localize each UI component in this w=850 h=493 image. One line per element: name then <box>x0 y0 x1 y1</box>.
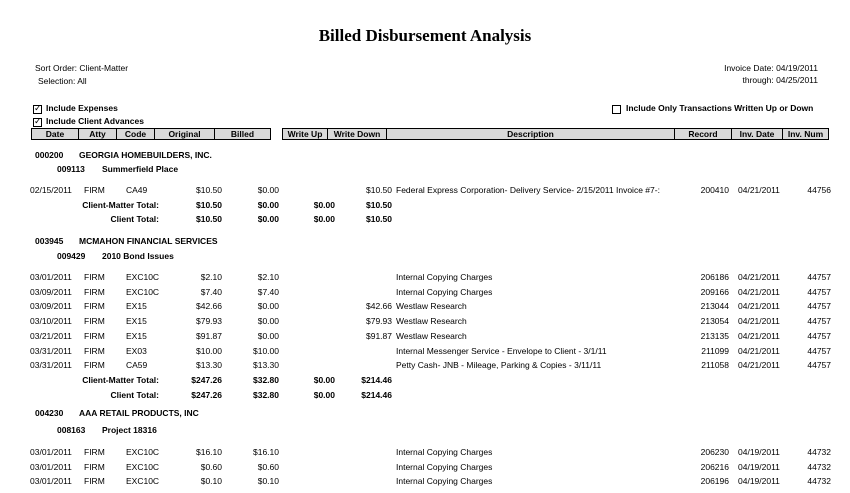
client-id: 003945 <box>35 236 64 246</box>
col-billed-header: Billed <box>214 128 271 140</box>
row-atty: FIRM <box>84 185 105 195</box>
row-billed: $16.10 <box>253 447 279 457</box>
row-code: EXC10C <box>126 476 160 487</box>
client-total-label: Client Total: <box>110 389 159 400</box>
row-date: 02/15/2011 <box>30 185 72 195</box>
row-record: 209166 <box>700 286 729 297</box>
row-record: 211099 <box>701 345 729 356</box>
row-inv-date: 04/21/2011 <box>738 272 780 282</box>
selection-label: Selection: <box>38 76 76 86</box>
row-original: $79.93 <box>196 316 222 327</box>
row-inv-date: 04/19/2011 <box>738 476 780 487</box>
row-atty: FIRM <box>84 447 105 457</box>
row-date: 03/01/2011 <box>30 461 72 472</box>
row-description: Internal Messenger Service - Envelope to Client - 3/1/11 <box>396 345 607 356</box>
row-code: EXC10C <box>126 286 160 297</box>
matter-id: 008163 <box>57 425 86 435</box>
row-original: $2.10 <box>200 272 222 282</box>
col-description-header: Description <box>386 128 675 140</box>
client-total-write-down: $214.46 <box>361 389 392 400</box>
row-atty: FIRM <box>84 301 105 312</box>
row-original: $16.10 <box>196 447 222 457</box>
row-code: CA59 <box>126 360 148 371</box>
col-write-down-header: Write Down <box>327 128 387 140</box>
row-record: 213044 <box>700 301 729 312</box>
selection-value: All <box>77 76 87 86</box>
client-total-billed: $32.80 <box>253 389 279 400</box>
row-date: 03/09/2011 <box>30 286 72 297</box>
row-billed: $0.00 <box>257 185 279 195</box>
matter-total-label: Client-Matter Total: <box>82 374 159 385</box>
row-inv-num: 44757 <box>807 301 831 312</box>
row-record: 206216 <box>700 461 729 472</box>
row-billed: $0.00 <box>257 330 279 341</box>
row-code: EX03 <box>126 345 147 356</box>
row-description: Westlaw Research <box>396 330 467 341</box>
client-total-write-up: $0.00 <box>313 389 335 400</box>
matter-total-write-up: $0.00 <box>313 374 335 385</box>
row-billed: $10.00 <box>253 345 279 356</box>
matter-total-billed: $0.00 <box>257 199 279 210</box>
row-date: 03/01/2011 <box>30 476 72 487</box>
row-code: EXC10C <box>126 461 160 472</box>
row-billed: $13.30 <box>253 360 279 371</box>
row-description: Internal Copying Charges <box>396 272 493 282</box>
client-total-original: $10.50 <box>196 214 222 225</box>
row-date: 03/01/2011 <box>30 272 72 282</box>
row-code: CA49 <box>126 185 148 195</box>
matter-name: 2010 Bond Issues <box>102 251 174 261</box>
row-code: EXC10C <box>126 272 160 282</box>
report-title: Billed Disbursement Analysis <box>318 26 532 45</box>
row-inv-num: 44757 <box>807 360 831 371</box>
sort-order <box>35 63 128 73</box>
col-atty-header: Atty <box>78 128 117 140</box>
row-record: 213054 <box>700 316 729 327</box>
row-description: Internal Copying Charges <box>396 476 493 487</box>
row-record: 213135 <box>700 330 729 341</box>
row-inv-num: 44732 <box>807 476 831 487</box>
row-code: EX15 <box>126 330 147 341</box>
row-original: $0.60 <box>200 461 222 472</box>
row-code: EXC10C <box>126 447 160 457</box>
row-write-down: $42.66 <box>366 301 392 312</box>
col-date-header: Date <box>31 128 79 140</box>
row-original: $10.00 <box>196 345 222 356</box>
col-inv-date-header: Inv. Date <box>731 128 783 140</box>
matter-total-write-up: $0.00 <box>313 199 335 210</box>
client-total-write-down: $10.50 <box>366 214 392 225</box>
row-inv-num: 44756 <box>807 185 831 195</box>
row-description: Internal Copying Charges <box>396 461 493 472</box>
row-atty: FIRM <box>84 330 105 341</box>
include-expenses-label: Include Expenses <box>46 103 118 113</box>
matter-total-write-down: $10.50 <box>366 199 392 210</box>
row-atty: FIRM <box>84 286 105 297</box>
row-inv-date: 04/21/2011 <box>738 316 780 327</box>
client-total-original: $247.26 <box>191 389 222 400</box>
client-total-billed: $0.00 <box>257 214 279 225</box>
row-original: $0.10 <box>200 476 222 487</box>
check-icon: ✓ <box>34 116 42 126</box>
row-inv-date: 04/21/2011 <box>738 360 780 371</box>
col-code-header: Code <box>116 128 155 140</box>
row-date: 03/01/2011 <box>30 447 72 457</box>
client-total-write-up: $0.00 <box>313 214 335 225</box>
sort-order-label: Sort Order: <box>35 63 78 73</box>
row-atty: FIRM <box>84 272 105 282</box>
client-id: 000200 <box>35 150 64 160</box>
through-value: 04/25/2011 <box>776 75 818 85</box>
row-date: 03/10/2011 <box>30 316 72 327</box>
row-original: $13.30 <box>196 360 222 371</box>
row-date: 03/21/2011 <box>30 330 72 341</box>
row-atty: FIRM <box>84 461 105 472</box>
row-billed: $0.00 <box>257 301 279 312</box>
row-inv-num: 44757 <box>807 345 831 356</box>
matter-total-write-down: $214.46 <box>361 374 392 385</box>
matter-total-label: Client-Matter Total: <box>82 199 159 210</box>
matter-id: 009429 <box>57 251 86 261</box>
row-inv-num: 44732 <box>807 447 831 457</box>
row-date: 03/09/2011 <box>30 301 72 312</box>
client-name: AAA RETAIL PRODUCTS, INC <box>79 408 199 418</box>
row-atty: FIRM <box>84 316 105 327</box>
row-description: Internal Copying Charges <box>396 286 493 297</box>
invoice-date <box>724 63 818 73</box>
row-inv-date: 04/21/2011 <box>738 345 780 356</box>
sort-order-value: Client-Matter <box>79 63 129 73</box>
selection <box>38 76 87 86</box>
row-billed: $0.00 <box>257 316 279 327</box>
client-id: 004230 <box>35 408 64 418</box>
col-write-up-header: Write Up <box>282 128 328 140</box>
matter-total-original: $247.26 <box>191 374 222 385</box>
row-billed: $2.10 <box>257 272 279 282</box>
row-inv-date: 04/19/2011 <box>738 461 780 472</box>
row-description: Federal Express Corporation- Delivery Service- 2/15/2011 Invoice #7-: <box>396 185 660 195</box>
col-inv-num-header: Inv. Num <box>782 128 829 140</box>
matter-total-billed: $32.80 <box>253 374 279 385</box>
row-description: Westlaw Research <box>396 316 467 327</box>
row-write-down: $91.87 <box>366 330 392 341</box>
row-write-down: $10.50 <box>366 185 392 195</box>
row-billed: $0.60 <box>257 461 279 472</box>
matter-total-original: $10.50 <box>196 199 222 210</box>
row-inv-date: 04/21/2011 <box>738 330 780 341</box>
row-record: 211058 <box>701 360 729 371</box>
row-inv-date: 04/21/2011 <box>738 301 780 312</box>
client-name: MCMAHON FINANCIAL SERVICES <box>79 236 218 246</box>
row-original: $42.66 <box>196 301 222 312</box>
matter-name: Summerfield Place <box>102 164 179 174</box>
include-only-written-checkbox[interactable] <box>612 105 621 114</box>
row-atty: FIRM <box>84 345 105 356</box>
row-description: Petty Cash- JNB - Mileage, Parking & Copies - 3/11/11 <box>396 360 602 371</box>
row-inv-num: 44757 <box>807 272 831 282</box>
row-inv-num: 44757 <box>807 316 831 327</box>
col-record-header: Record <box>674 128 732 140</box>
invoice-date-value: 04/19/2011 <box>776 63 818 73</box>
row-inv-date: 04/19/2011 <box>738 447 780 457</box>
row-code: EX15 <box>126 316 147 327</box>
row-date: 03/31/2011 <box>30 360 72 371</box>
row-inv-num: 44757 <box>807 330 831 341</box>
row-billed: $7.40 <box>257 286 279 297</box>
row-record: 200410 <box>700 185 729 195</box>
check-icon: ✓ <box>34 103 42 113</box>
row-record: 206186 <box>700 272 729 282</box>
row-date: 03/31/2011 <box>30 345 72 356</box>
row-code: EX15 <box>126 301 147 312</box>
row-inv-num: 44732 <box>807 461 831 472</box>
matter-name: Project 18316 <box>102 425 157 435</box>
include-only-written-label: Include Only Transactions Written Up or Down <box>626 103 814 113</box>
row-record: 206230 <box>700 447 729 457</box>
row-description: Internal Copying Charges <box>396 447 493 457</box>
client-name: GEORGIA HOMEBUILDERS, INC. <box>79 150 212 160</box>
client-total-label: Client Total: <box>110 214 159 225</box>
row-inv-num: 44757 <box>807 286 831 297</box>
through-date <box>743 75 819 85</box>
col-original-header: Original <box>154 128 215 140</box>
row-write-down: $79.93 <box>366 316 392 327</box>
include-client-advances-label: Include Client Advances <box>46 116 144 126</box>
matter-id: 009113 <box>57 164 85 174</box>
row-billed: $0.10 <box>257 476 279 487</box>
invoice-date-label: Invoice Date: <box>724 63 774 73</box>
row-original: $10.50 <box>196 185 222 195</box>
include-expenses-checkbox[interactable] <box>33 105 42 114</box>
row-inv-date: 04/21/2011 <box>738 185 780 195</box>
row-atty: FIRM <box>84 360 105 371</box>
row-atty: FIRM <box>84 476 105 487</box>
through-label: through: <box>742 75 774 85</box>
row-original: $91.87 <box>196 330 222 341</box>
include-client-advances-checkbox[interactable] <box>33 118 42 127</box>
row-original: $7.40 <box>200 286 222 297</box>
row-inv-date: 04/21/2011 <box>738 286 780 297</box>
row-description: Westlaw Research <box>396 301 467 312</box>
row-record: 206196 <box>700 476 729 487</box>
